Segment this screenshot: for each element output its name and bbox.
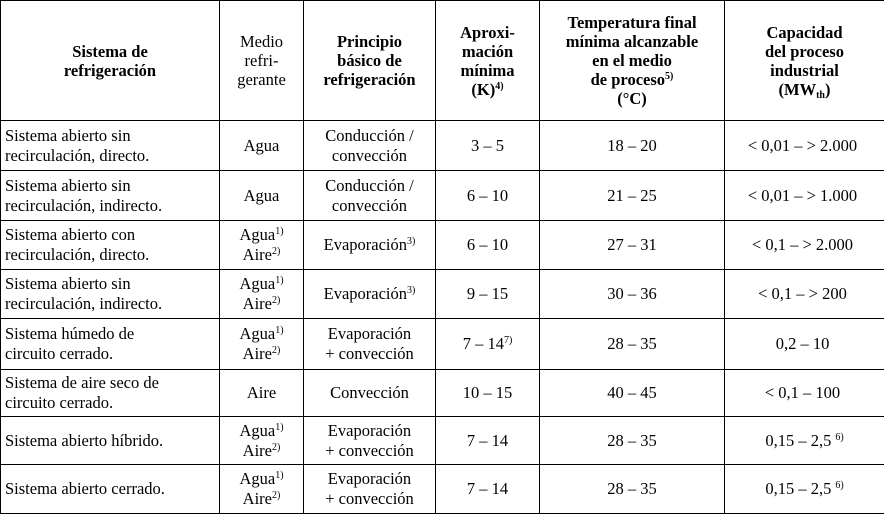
footnote-mark: 6) bbox=[835, 432, 843, 443]
header-capacidad: Capacidad del proceso industrial $(MW_{th})$ bbox=[725, 1, 884, 121]
footnote-mark: 2) bbox=[272, 442, 280, 453]
table-body bbox=[1, 121, 884, 514]
cell-medio: Agua$^{1)}$ Aire$^{2)}$ bbox=[220, 417, 304, 465]
cell-aproximacion: 6 – 10 bbox=[436, 221, 540, 270]
cell-aproximacion: 7 – 14$^{7)}$ bbox=[436, 319, 540, 370]
cell-medio: Agua bbox=[220, 121, 304, 171]
footnote-mark: 1) bbox=[275, 226, 283, 237]
cell-capacidad: < 0,1 – > 200 bbox=[725, 270, 884, 319]
temp-line4: de proceso bbox=[591, 70, 665, 89]
cell-capacidad: < 0,01 – > 1.000 bbox=[725, 171, 884, 221]
footnote-mark: 6) bbox=[835, 480, 843, 491]
cell-capacidad: 0,15 – 2,5 $^{6)}$ bbox=[725, 465, 884, 514]
cell-sistema: Sistema abierto con recirculación, directo. bbox=[1, 221, 220, 270]
cell-principio: Conducción / convección bbox=[304, 121, 436, 171]
footnote-mark: 3) bbox=[407, 236, 415, 247]
cell-sistema: Sistema abierto cerrado. bbox=[1, 465, 220, 514]
header-principio: Principio básico de refrigeración bbox=[304, 1, 436, 121]
cell-capacidad: 0,15 – 2,5 $^{6)}$ bbox=[725, 417, 884, 465]
cell-sistema: Sistema abierto sin recirculación, indirecto. bbox=[1, 270, 220, 319]
cell-aproximacion: 7 – 14 bbox=[436, 465, 540, 514]
footnote-mark: 2) bbox=[272, 295, 280, 306]
footnote-mark: 1) bbox=[275, 470, 283, 481]
footnote-mark: 4) bbox=[495, 81, 503, 92]
cell-medio: Agua$^{1)}$ Aire$^{2)}$ bbox=[220, 270, 304, 319]
temp-unit: (°C) bbox=[542, 89, 722, 108]
cell-aproximacion: 7 – 14 bbox=[436, 417, 540, 465]
table-row bbox=[1, 171, 884, 221]
cell-principio: Evaporación + convección bbox=[304, 465, 436, 514]
cell-aproximacion: 9 – 15 bbox=[436, 270, 540, 319]
cell-temperatura: 27 – 31 bbox=[540, 221, 725, 270]
cell-principio: Evaporación + convección bbox=[304, 417, 436, 465]
cell-aproximacion: 10 – 15 bbox=[436, 370, 540, 417]
header-aproximacion: Aproxi- mación mínima $(K)^{4)}$ bbox=[436, 1, 540, 121]
cell-sistema: Sistema de aire seco de circuito cerrado. bbox=[1, 370, 220, 417]
header-medio: Medio refri- gerante bbox=[220, 1, 304, 121]
table-row bbox=[1, 221, 884, 270]
footnote-mark: 2) bbox=[272, 246, 280, 257]
header-row bbox=[1, 1, 884, 121]
cell-principio: Evaporación$^{3)}$ bbox=[304, 221, 436, 270]
cell-sistema: Sistema abierto sin recirculación, directo. bbox=[1, 121, 220, 171]
cell-temperatura: 18 – 20 bbox=[540, 121, 725, 171]
cell-medio: Agua bbox=[220, 171, 304, 221]
aprox-unit: (K) bbox=[471, 80, 495, 99]
footnote-mark: 3) bbox=[407, 285, 415, 296]
footnote-mark: 1) bbox=[275, 422, 283, 433]
footnote-mark: 1) bbox=[275, 275, 283, 286]
table-row bbox=[1, 270, 884, 319]
cell-aproximacion: 3 – 5 bbox=[436, 121, 540, 171]
header-sistema: Sistema de refrigeración bbox=[1, 1, 220, 121]
footnote-mark: 2) bbox=[272, 345, 280, 356]
cell-medio: Agua$^{1)}$ Aire$^{2)}$ bbox=[220, 465, 304, 514]
cell-medio: Agua$^{1)}$ Aire$^{2)}$ bbox=[220, 319, 304, 370]
cell-sistema: Sistema húmedo de circuito cerrado. bbox=[1, 319, 220, 370]
table-row bbox=[1, 370, 884, 417]
cell-medio: Agua$^{1)}$ Aire$^{2)}$ bbox=[220, 221, 304, 270]
header-temperatura: Temperatura final mínima alcanzable en el medio de proceso$^{5)}$ (°C) bbox=[540, 1, 725, 121]
cell-capacidad: 0,2 – 10 bbox=[725, 319, 884, 370]
cell-temperatura: 28 – 35 bbox=[540, 417, 725, 465]
cell-capacidad: < 0,01 – > 2.000 bbox=[725, 121, 884, 171]
table-row bbox=[1, 319, 884, 370]
cell-sistema: Sistema abierto sin recirculación, indirecto. bbox=[1, 171, 220, 221]
cell-temperatura: 28 – 35 bbox=[540, 465, 725, 514]
cell-aproximacion: 6 – 10 bbox=[436, 171, 540, 221]
cell-principio: Convección bbox=[304, 370, 436, 417]
cell-temperatura: 28 – 35 bbox=[540, 319, 725, 370]
table-row bbox=[1, 465, 884, 514]
cell-sistema: Sistema abierto híbrido. bbox=[1, 417, 220, 465]
cell-capacidad: < 0,1 – 100 bbox=[725, 370, 884, 417]
table-row bbox=[1, 121, 884, 171]
cell-medio: Aire bbox=[220, 370, 304, 417]
footnote-mark: 2) bbox=[272, 490, 280, 501]
cell-principio: Evaporación$^{3)}$ bbox=[304, 270, 436, 319]
cell-temperatura: 40 – 45 bbox=[540, 370, 725, 417]
footnote-mark: 5) bbox=[665, 71, 673, 82]
footnote-mark: 7) bbox=[504, 335, 512, 346]
cell-temperatura: 21 – 25 bbox=[540, 171, 725, 221]
cell-capacidad: < 0,1 – > 2.000 bbox=[725, 221, 884, 270]
cell-principio: Conducción / convección bbox=[304, 171, 436, 221]
footnote-mark: 1) bbox=[275, 325, 283, 336]
cell-principio: Evaporación + convección bbox=[304, 319, 436, 370]
cell-temperatura: 30 – 36 bbox=[540, 270, 725, 319]
table-row bbox=[1, 417, 884, 465]
